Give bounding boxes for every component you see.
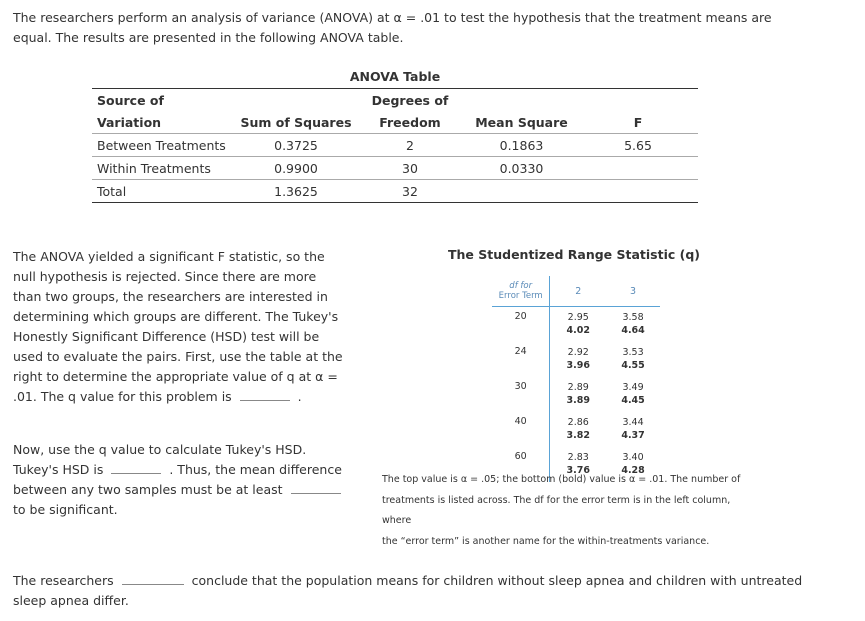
header-f: F <box>578 111 698 134</box>
hsd-line-3 <box>13 480 341 500</box>
row-df: 2 <box>355 134 465 157</box>
q-top-value: 3.53 <box>622 347 644 358</box>
header-source-l2: Variation <box>92 111 237 134</box>
conclusion-blank[interactable] <box>122 572 184 585</box>
q-prompt-period: . <box>297 389 302 404</box>
header-df-l1: Degrees of <box>355 89 465 112</box>
q-top-value: 3.49 <box>622 382 644 393</box>
q-bottom-value: 4.37 <box>621 430 645 441</box>
left-line-1: The ANOVA yielded a significant F statistic, so the <box>13 249 325 264</box>
q-table <box>492 276 660 482</box>
q-header-col-2: 2 <box>550 276 606 307</box>
q-cell-col2 <box>550 412 606 447</box>
row-ss: 0.3725 <box>237 134 355 157</box>
min-diff-blank[interactable] <box>291 481 341 494</box>
anova-table-title: ANOVA Table <box>349 69 441 84</box>
header-ss: Sum of Squares <box>237 111 355 134</box>
q-header-df-l2: Error Term <box>498 291 543 301</box>
row-df: 30 <box>355 157 465 180</box>
q-top-value: 3.40 <box>622 452 644 463</box>
q-table-title: The Studentized Range Statistic (q) <box>448 247 701 262</box>
row-ms: 0.0330 <box>465 157 578 180</box>
q-top-value: 3.58 <box>622 312 644 323</box>
anova-table <box>92 88 698 203</box>
q-bottom-value: 3.76 <box>566 465 590 476</box>
q-bottom-value: 4.28 <box>621 465 645 476</box>
q-cell-col3 <box>606 342 660 377</box>
left-line-6: used to evaluate the pairs. First, use the table at the <box>13 349 343 364</box>
table-row <box>92 180 698 203</box>
hsd-line-1: Now, use the q value to calculate Tukey's HSD. <box>13 442 307 457</box>
q-bottom-value: 3.82 <box>566 430 590 441</box>
header-f-empty <box>578 89 698 112</box>
table-row <box>92 134 698 157</box>
q-bottom-value: 4.45 <box>621 395 645 406</box>
q-header-df <box>492 276 550 307</box>
q-top-value: 2.92 <box>567 347 589 358</box>
hsd-prompt-text: Tukey's HSD is <box>13 462 104 477</box>
q-value-blank[interactable] <box>240 388 290 401</box>
table-row <box>92 157 698 180</box>
row-f <box>578 157 698 180</box>
q-cell-col3 <box>606 377 660 412</box>
hsd-line-2 <box>13 460 342 480</box>
q-header-col-3: 3 <box>606 276 660 307</box>
left-line-4: determining which groups are different. The Tukey's <box>13 309 339 324</box>
q-top-value: 2.86 <box>567 417 589 428</box>
q-note-line-3: the “error term” is another name for the within-treatments variance. <box>382 535 710 547</box>
header-ss-empty <box>237 89 355 112</box>
row-ss: 0.9900 <box>237 157 355 180</box>
table-row <box>492 307 660 343</box>
q-cell-col3 <box>606 412 660 447</box>
q-cell-col2 <box>550 342 606 377</box>
intro-line-1: The researchers perform an analysis of variance (ANOVA) at α = .01 to test the hypothesis that the treatment means are <box>13 10 772 25</box>
left-line-7: right to determine the appropriate value of q at α = <box>13 369 338 384</box>
min-diff-prompt-text: between any two samples must be at least <box>13 482 283 497</box>
q-row-df: 20 <box>514 311 527 322</box>
row-ss: 1.3625 <box>237 180 355 203</box>
q-header-df-l1: df for <box>509 281 533 291</box>
row-f <box>578 180 698 203</box>
q-bottom-value: 3.89 <box>566 395 590 406</box>
left-line-5: Honestly Significant Difference (HSD) test will be <box>13 329 320 344</box>
q-top-value: 3.44 <box>622 417 644 428</box>
q-bottom-value: 4.02 <box>566 325 590 336</box>
row-ms: 0.1863 <box>465 134 578 157</box>
q-note-line-1: The top value is α = .05; the bottom (bold) value is α = .01. The number of <box>382 474 741 485</box>
q-top-value: 2.83 <box>567 452 589 463</box>
table-row <box>492 342 660 377</box>
q-bottom-value: 4.64 <box>621 325 645 336</box>
q-note-line-2: treatments is listed across. The df for the error term is in the left column, where <box>382 494 731 526</box>
row-ms <box>465 180 578 203</box>
q-prompt-text: .01. The q value for this problem is <box>13 389 232 404</box>
q-cell-col2 <box>550 307 606 343</box>
q-table-note <box>382 470 762 552</box>
q-top-value: 2.89 <box>567 382 589 393</box>
hsd-value-blank[interactable] <box>111 461 161 474</box>
row-source: Between Treatments <box>92 134 237 157</box>
left-line-2: null hypothesis is rejected. Since there are more <box>13 269 317 284</box>
q-row-df: 24 <box>514 346 527 357</box>
table-row <box>492 377 660 412</box>
q-row-df: 30 <box>514 381 527 392</box>
header-ms: Mean Square <box>465 111 578 134</box>
q-row-df: 40 <box>514 416 527 427</box>
q-top-value: 2.95 <box>567 312 589 323</box>
q-bottom-value: 3.96 <box>566 360 590 371</box>
header-source-l1: Source of <box>92 89 237 112</box>
conclusion-suffix: conclude that the population means for children without sleep apnea and children with untreated <box>191 573 803 588</box>
q-cell-col2 <box>550 377 606 412</box>
hsd-line-4: to be significant. <box>13 502 118 517</box>
table-row <box>492 412 660 447</box>
header-df-l2: Freedom <box>355 111 465 134</box>
hsd-followup-text: . Thus, the mean difference <box>169 462 342 477</box>
row-source: Within Treatments <box>92 157 237 180</box>
intro-line-2: equal. The results are presented in the following ANOVA table. <box>13 30 404 45</box>
header-ms-empty <box>465 89 578 112</box>
conclusion-line-1 <box>13 571 802 591</box>
row-f: 5.65 <box>578 134 698 157</box>
conclusion-line-2: sleep apnea differ. <box>13 593 129 608</box>
row-source: Total <box>92 180 237 203</box>
q-cell-col3 <box>606 307 660 343</box>
q-row-df: 60 <box>514 451 527 462</box>
row-df: 32 <box>355 180 465 203</box>
left-line-8 <box>13 387 302 407</box>
q-bottom-value: 4.55 <box>621 360 645 371</box>
conclusion-prefix: The researchers <box>13 573 114 588</box>
left-line-3: than two groups, the researchers are interested in <box>13 289 328 304</box>
